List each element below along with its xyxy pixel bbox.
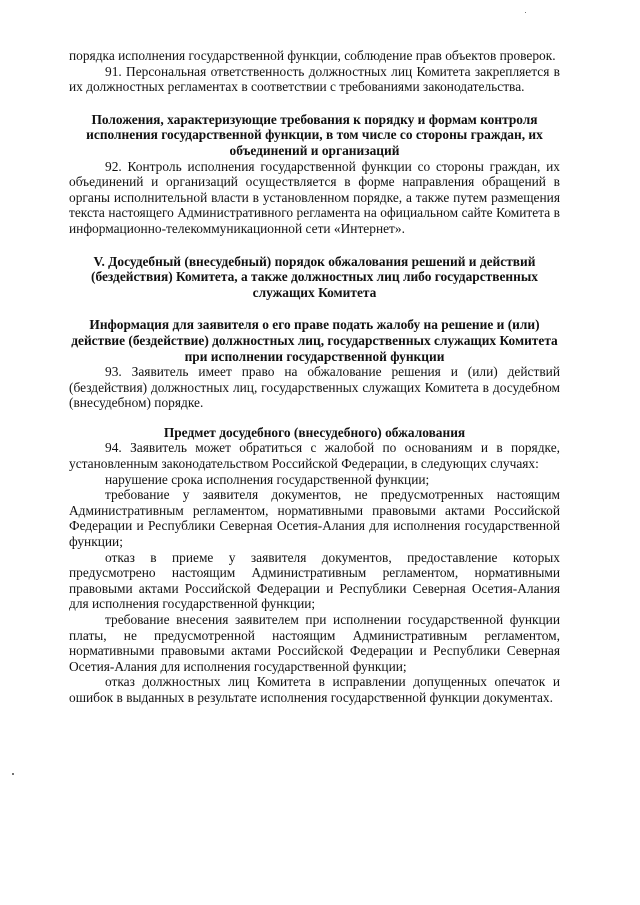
case-item: отказ должностных лиц Комитета в исправлении допущенных опечаток и ошибок в выданных в результате исполнения государственной функции документах.: [69, 674, 560, 705]
continuation-paragraph: порядка исполнения государственной функции, соблюдение прав объектов проверок.: [69, 48, 556, 63]
document-page: [69, 48, 560, 706]
case-item: требование внесения заявителем при исполнении государственной функции платы, не предусмотренной настоящим Административным регламентом, нормативными правовыми актами Российской Федерации и Республики Северная Осетия-Алания для исполнения государственной функции;: [69, 612, 560, 674]
scan-speck: [525, 12, 526, 13]
case-item: нарушение срока исполнения государственной функции;: [105, 471, 430, 487]
paragraph-94: 94. Заявитель может обратиться с жалобой по основаниям и в порядке, установленным законодательством Российской Федерации, в следующих случаях:: [69, 440, 560, 472]
paragraph-91: 91. Персональная ответственность должностных лиц Комитета закрепляется в их должностных регламентах в соответствии с требованиями законодательства.: [69, 63, 560, 95]
case-item: отказ в приеме у заявителя документов, предоставление которых предусмотрено настоящим Административным регламентом, нормативными правовыми актами Российской Федерации и Республики Северная Осетия-Алания для исполнения государственной функции;: [69, 549, 560, 612]
case-item: требование у заявителя документов, не предусмотренных настоящим Административным регламентом, нормативными правовыми актами Российской Федерации и Республики Северная Осетия-Алания для исполнения государственной функции;: [69, 487, 560, 550]
scan-speck: [12, 773, 14, 775]
heading-applicant-info: Информация для заявителя о его праве подать жалобу на решение и (или) действие (бездействие) должностных лиц, государственных служащих Комитета при исполнении государственной функции: [71, 317, 558, 364]
paragraph-92: 92. Контроль исполнения государственной функции со стороны граждан, их объединений и организаций осуществляется в форме направления обращений в органы исполнительной власти в установленном порядке, а также путем размещения текста настоящего Административного регламента на официальном сайте Комитета в информационно-телекоммуникационной сети «Интернет».: [69, 158, 560, 236]
heading-appeal-subject: Предмет досудебного (внесудебного) обжалования: [163, 424, 466, 440]
paragraph-93: 93. Заявитель имеет право на обжалование решения и (или) действий (бездействия) должностных лиц, государственных служащих Комитета в досудебном (внесудебном) порядке.: [69, 364, 560, 411]
heading-section-5: V. Досудебный (внесудебный) порядок обжалования решений и действий (бездействия) Комитета, а также должностных лиц либо государственных служащих Комитета: [91, 253, 538, 300]
heading-control-requirements: Положения, характеризующие требования к порядку и формам контроля исполнения государственной функции, в том числе со стороны граждан, их объединений и организаций: [86, 111, 543, 158]
